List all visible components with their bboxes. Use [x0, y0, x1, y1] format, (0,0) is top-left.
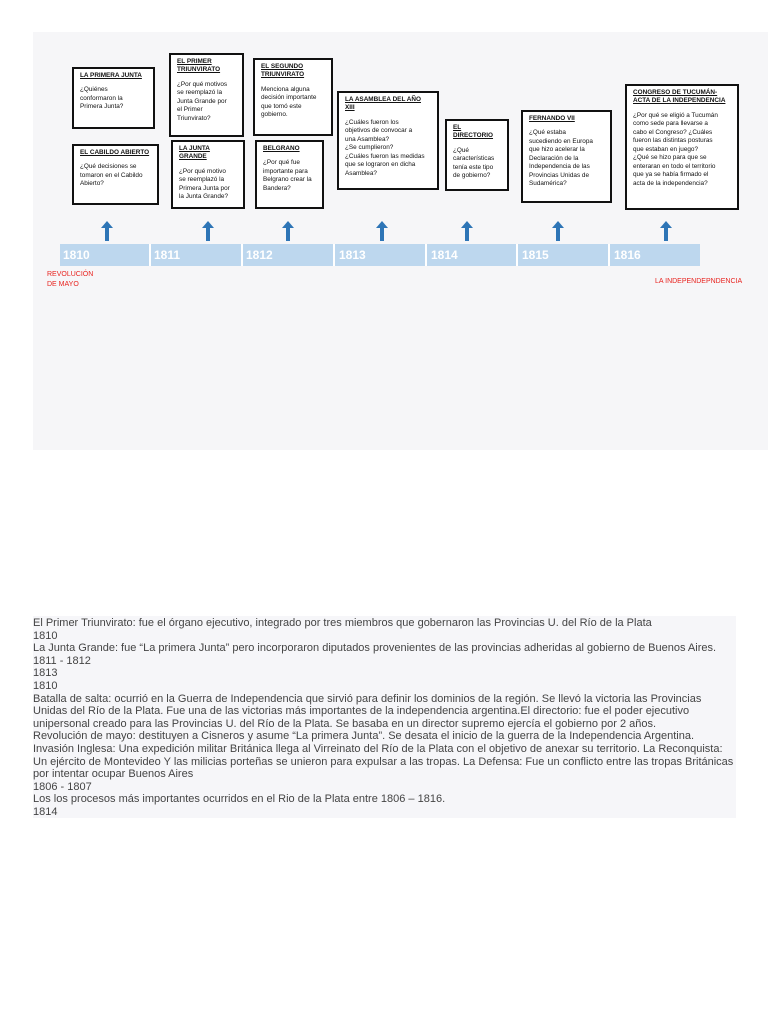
year-label: 1812 [246, 248, 273, 262]
card-title: LA JUNTA GRANDE [179, 145, 210, 161]
note-line: Los los procesos más importantes ocurridos en el Rio de la Plata entre 1806 – 1816. [33, 793, 446, 806]
year-label: 1811 [154, 248, 181, 262]
notes-text-block [33, 616, 736, 818]
card-question: ¿Por qué fue importante para Belgrano crear la Bandera? [263, 159, 312, 192]
timeline-divider [516, 244, 518, 266]
note-line: La Junta Grande: fue “La primera Junta” pero incorporaron diputados provenientes de las provincias adheridas al gobierno de Buenos Aires. [33, 642, 717, 655]
note-line: Invasión Inglesa: Una expedición militar Británica llega al Virreinato del Río de la Plata con el objetivo de anexar su territorio. La Reconquista: Un ejército de Montevideo Y las milicias porteñas se unieron para expulsar a las tropas. La Defensa: Fue un conflicto entre las tropas Británicas por intentar ocupar Buenos Aires [33, 742, 734, 781]
card-primera-junta [72, 67, 155, 129]
timeline-divider [241, 244, 243, 266]
card-title: EL DIRECTORIO [453, 124, 494, 140]
card-title: BELGRANO [263, 145, 300, 152]
note-line: Batalla de salta: ocurrió en la Guerra de Independencia que sirvió para definir los dominios de la región. Se llevó la victoria las Provincias Unidas del Río de la Plata. Fue una de las victorias más importantes de la independencia argentina.El directorio: fue el poder ejecutivo unipersonal creado para las Provincias U. del Río de la Plata. Se basaba en un director supremo ejercía el gobierno por 2 años. [33, 692, 702, 730]
card-title: FERNANDO VII [529, 115, 575, 122]
year-label: 1813 [339, 248, 366, 262]
card-title: EL SEGUNDO TRIUNVIRATO [261, 63, 305, 79]
card-congreso-tucuman [625, 84, 739, 210]
note-line: 1811 - 1812 [33, 654, 91, 667]
note-line: 1810 [33, 629, 58, 642]
year-label: 1816 [614, 248, 641, 262]
card-title: EL CABILDO ABIERTO [80, 149, 150, 156]
arrow-up-icon [461, 221, 473, 241]
card-question: ¿Por qué se eligió a Tucumán como sede para llevarse a cabo el Congreso? ¿Cuáles fueron las distintas posturas que estaban en juego? ¿Qué se hizo para que se enteraran en todo el territorio que ya se había firmado el acta de la independencia? [633, 111, 718, 187]
arrow-up-icon [282, 221, 294, 241]
note-line: 1806 - 1807 [33, 780, 92, 793]
independencia-label: LA INDEPENDEPNDENCIA [655, 278, 743, 285]
note-line: 1814 [33, 805, 58, 818]
card-belgrano [255, 140, 324, 209]
card-title: EL PRIMER TRIUNVIRATO [177, 58, 221, 74]
revolucion-de-mayo-label: REVOLUCIÓN DE MAYO [47, 271, 94, 288]
note-line: Revolución de mayo: destituyen a Cisneros y asume “La primera Junta”. Se desata el inicio de la guerra de la Independencia Argentina. [33, 730, 694, 743]
year-label: 1814 [431, 248, 458, 262]
card-segundo-triunvirato [253, 58, 333, 136]
note-line: El Primer Triunvirato: fue el órgano ejecutivo, integrado por tres miembros que gobernaron las Provincias U. del Río de la Plata [33, 617, 652, 629]
card-question: ¿Qué decisiones se tomaron en el Cabildo Abierto? [80, 163, 143, 188]
card-fernando-vii [521, 110, 612, 203]
card-junta-grande [171, 140, 245, 209]
card-question: ¿Qué estaba sucediendo en Europa que hizo acelerar la Declaración de la Independencia de las Provincias Unidas de Sudamérica? [529, 129, 593, 188]
card-title: LA ASAMBLEA DEL AÑO XIII [345, 96, 421, 112]
arrow-up-icon [202, 221, 214, 241]
card-question: ¿Por qué motivo se reemplazó la Primera Junta por la Junta Grande? [179, 167, 230, 201]
timeline-divider [425, 244, 427, 266]
arrow-up-icon [376, 221, 388, 241]
card-title: LA PRIMERA JUNTA [80, 72, 142, 79]
year-label: 1810 [63, 248, 90, 262]
card-cabildo-abierto [72, 144, 159, 205]
timeline-divider [608, 244, 610, 266]
card-question: ¿Quiénes conformaron la Primera Junta? [80, 86, 124, 111]
card-question: ¿Por qué motivos se reemplazó la Junta Grande por el Primer Triunvirato? [177, 80, 228, 122]
timeline-divider [149, 244, 151, 266]
arrow-up-icon [101, 221, 113, 241]
card-directorio [445, 119, 509, 191]
note-line: 1810 [33, 679, 58, 692]
card-question: Menciona alguna decisión importante que tomó este gobierno. [261, 85, 317, 119]
card-question: ¿Qué características tenía este tipo de gobierno? [453, 146, 495, 180]
timeline-divider [333, 244, 335, 266]
year-label: 1815 [522, 248, 549, 262]
arrow-up-icon [660, 221, 672, 241]
card-question: ¿Cuáles fueron los objetivos de convocar a una Asamblea? ¿Se cumplieron? ¿Cuáles fueron las medidas que se lograron en dicha Asamblea? [345, 118, 425, 177]
note-line: 1813 [33, 667, 58, 680]
card-title: CONGRESO DE TUCUMÁN- ACTA DE LA INDEPENDENCIA [633, 89, 726, 105]
card-primer-triunvirato [169, 53, 244, 137]
card-asamblea [337, 91, 439, 190]
arrow-up-icon [552, 221, 564, 241]
